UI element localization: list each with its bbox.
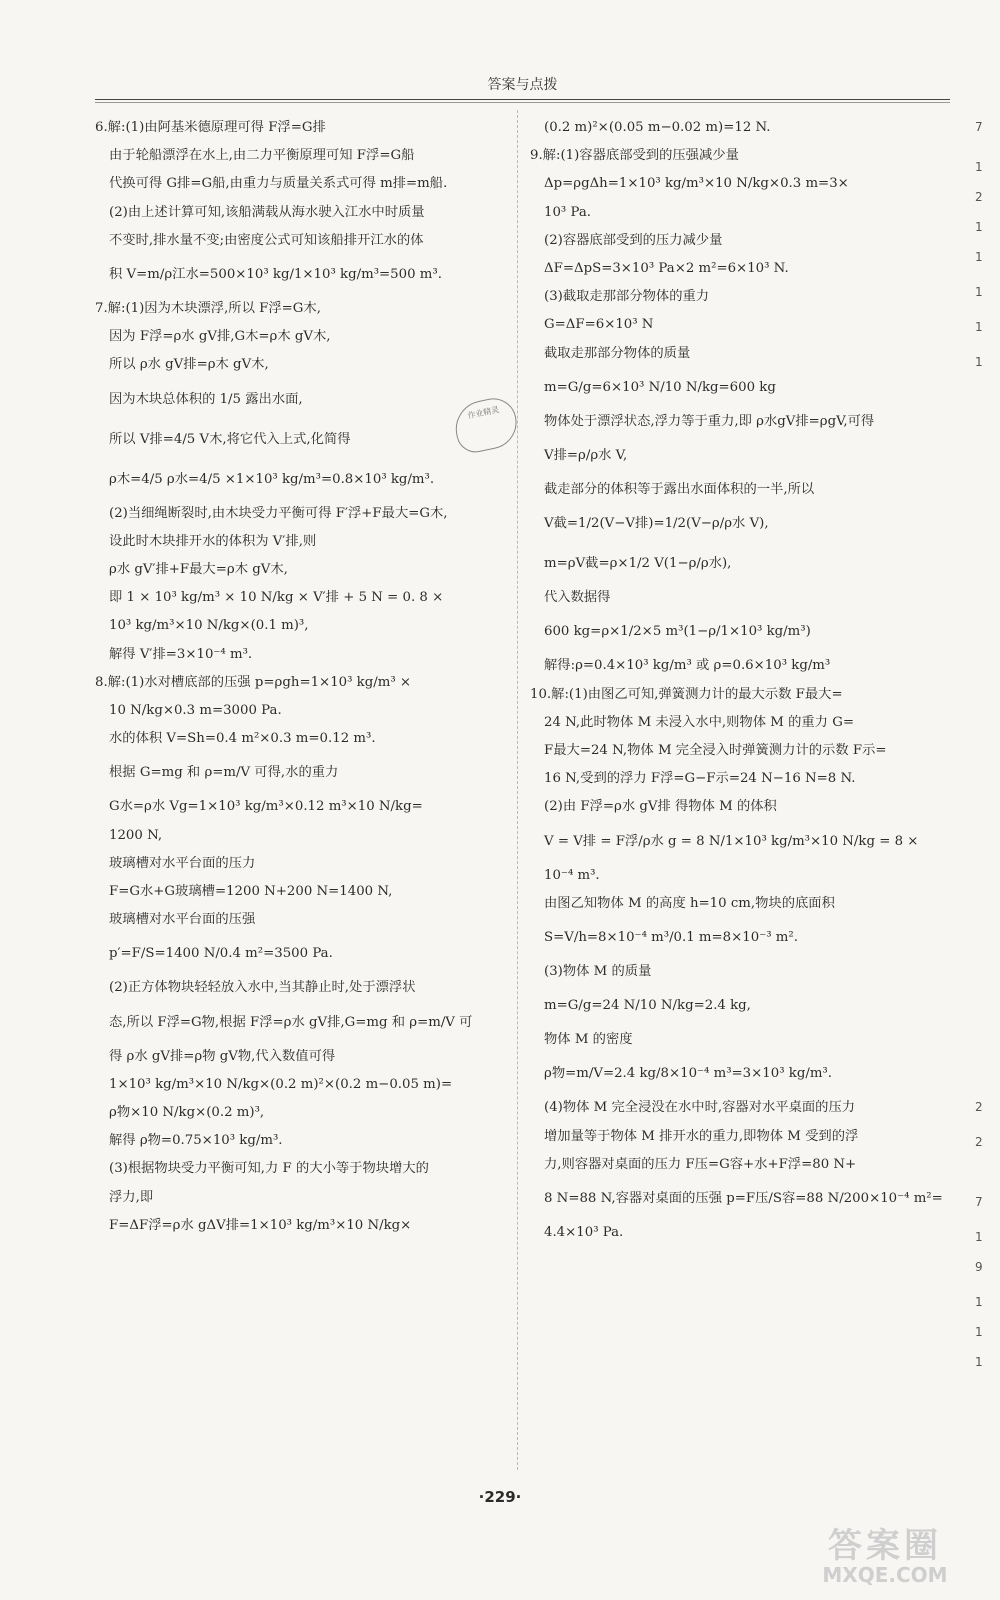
edge-char: 1 [975, 285, 983, 299]
text-line: S=V/h=8×10⁻⁴ m³/0.1 m=8×10⁻³ m². [544, 930, 798, 946]
text-line: p′=F/S=1400 N/0.4 m²=3500 Pa. [109, 946, 333, 962]
text-line: 所以 V排=4/5 V木,将它代入上式,化简得 [109, 431, 351, 447]
text-line: ρ木=4/5 ρ水=4/5 ×1×10³ kg/m³=0.8×10³ kg/m³. [109, 471, 435, 487]
text-line: 不变时,排水量不变;由密度公式可知该船排开江水的体 [109, 232, 424, 248]
text-line: 1200 N, [109, 827, 163, 843]
text-line: F=ΔF浮=ρ水 gΔV排=1×10³ kg/m³×10 N/kg× [109, 1217, 412, 1233]
text-line: ρ物×10 N/kg×(0.2 m)³, [109, 1105, 265, 1121]
watermark-logo [790, 1528, 980, 1590]
text-line: 态,所以 F浮=G物,根据 F浮=ρ水 gV排,G=mg 和 ρ=m/V 可 [109, 1014, 473, 1030]
text-line: F=G水+G玻璃槽=1200 N+200 N=1400 N, [109, 884, 393, 900]
text-line: 所以 ρ水 gV排=ρ木 gV木, [109, 357, 269, 373]
edge-char: 1 [975, 1230, 983, 1244]
edge-char: 1 [975, 355, 983, 369]
edge-char: 1 [975, 320, 983, 334]
text-line: 10³ Pa. [544, 204, 591, 220]
text-line: 解得:ρ=0.4×10³ kg/m³ 或 ρ=0.6×10³ kg/m³ [544, 658, 831, 674]
text-line: 玻璃槽对水平台面的压力 [109, 855, 256, 871]
text-line: 10 N/kg×0.3 m=3000 Pa. [109, 703, 282, 719]
text-line: (2)当细绳断裂时,由木块受力平衡可得 F′浮+F最大=G木, [109, 505, 448, 521]
edge-char: 1 [975, 1325, 983, 1339]
text-line: 水的体积 V=Sh=0.4 m²×0.3 m=0.12 m³. [109, 731, 376, 747]
text-line: 16 N,受到的浮力 F浮=G−F示=24 N−16 N=8 N. [544, 771, 856, 787]
text-line: 物体 M 的密度 [544, 1032, 633, 1048]
text-line: 由图乙知物体 M 的高度 h=10 cm,物块的底面积 [544, 895, 835, 911]
edge-char: 2 [975, 190, 983, 204]
edge-char: 7 [975, 120, 983, 134]
text-line: 由于轮船漂浮在水上,由二力平衡原理可知 F浮=G船 [109, 148, 415, 164]
text-line: 600 kg=ρ×1/2×5 m³(1−ρ/1×10³ kg/m³) [544, 624, 811, 640]
text-line: 截走部分的体积等于露出水面体积的一半,所以 [544, 482, 815, 498]
text-line: 截取走那部分物体的质量 [544, 345, 691, 361]
page-number: ·229· [478, 1488, 522, 1506]
text-line: 解得 V′排=3×10⁻⁴ m³. [109, 646, 253, 662]
text-line: 解得 ρ物=0.75×10³ kg/m³. [109, 1133, 283, 1149]
text-line: V排=ρ/ρ水 V, [544, 448, 628, 464]
text-line: 即 1 × 10³ kg/m³ × 10 N/kg × V′排 + 5 N = 0. 8 × [109, 590, 444, 606]
left-column [95, 114, 505, 1240]
text-line: 设此时木块排开水的体积为 V′排,则 [109, 533, 317, 549]
right-column [530, 114, 950, 1247]
text-line: G=ΔF=6×10³ N [544, 317, 654, 333]
text-line: 力,则容器对桌面的压力 F压=G容+水+F浮=80 N+ [544, 1156, 857, 1172]
column-divider [517, 110, 518, 1470]
text-line: 4.4×10³ Pa. [544, 1225, 624, 1241]
text-line: 得 ρ水 gV排=ρ物 gV物,代入数值可得 [109, 1048, 336, 1064]
text-line: F最大=24 N,物体 M 完全浸入时弹簧测力计的示数 F示= [544, 743, 887, 759]
text-line: (2)由 F浮=ρ水 gV排 得物体 M 的体积 [544, 799, 777, 815]
text-line: G水=ρ水 Vg=1×10³ kg/m³×0.12 m³×10 N/kg= [109, 799, 423, 815]
text-line: 浮力,即 [109, 1189, 154, 1205]
text-line: 24 N,此时物体 M 未浸入水中,则物体 M 的重力 G= [544, 714, 854, 730]
text-line: 1×10³ kg/m³×10 N/kg×(0.2 m)²×(0.2 m−0.05 m)= [109, 1076, 453, 1092]
edge-char: 1 [975, 1355, 983, 1369]
text-line: (3)根据物块受力平衡可知,力 F 的大小等于物块增大的 [109, 1161, 429, 1177]
edge-char: 1 [975, 250, 983, 264]
watermark-cn: 答案圈 [828, 1526, 942, 1566]
text-line: 7.解:(1)因为木块漂浮,所以 F浮=G木, [95, 301, 321, 317]
edge-char: 2 [975, 1100, 983, 1114]
text-line: 代入数据得 [544, 590, 611, 606]
text-line: 根据 G=mg 和 ρ=m/V 可得,水的重力 [109, 765, 339, 781]
text-line: (2)由上述计算可知,该船满载从海水驶入江水中时质量 [109, 204, 425, 220]
text-line: (4)物体 M 完全浸没在水中时,容器对水平桌面的压力 [544, 1100, 856, 1116]
text-line: (3)物体 M 的质量 [544, 964, 652, 980]
text-line: m=G/g=24 N/10 N/kg=2.4 kg, [544, 998, 751, 1014]
edge-char: 1 [975, 220, 983, 234]
text-line: (2)容器底部受到的压力减少量 [544, 232, 723, 248]
text-line: 玻璃槽对水平台面的压强 [109, 912, 256, 928]
edge-char: 1 [975, 1295, 983, 1309]
text-line: ΔF=ΔpS=3×10³ Pa×2 m²=6×10³ N. [544, 261, 789, 277]
watermark-en: MXQE.COM [822, 1563, 948, 1587]
edge-char: 9 [975, 1260, 983, 1274]
edge-char: 7 [975, 1195, 983, 1209]
edge-char: 1 [975, 160, 983, 174]
edge-char: 2 [975, 1135, 983, 1149]
text-line: 物体处于漂浮状态,浮力等于重力,即 ρ水gV排=ρgV,可得 [544, 413, 875, 429]
text-line: 9.解:(1)容器底部受到的压强减少量 [530, 148, 739, 164]
text-line: 8 N=88 N,容器对桌面的压强 p=F压/S容=88 N/200×10⁻⁴ m²= [544, 1191, 943, 1207]
stamp: 作业精灵 [450, 394, 521, 456]
text-line: ρ物=m/V=2.4 kg/8×10⁻⁴ m³=3×10³ kg/m³. [544, 1066, 832, 1082]
text-line: 10³ kg/m³×10 N/kg×(0.1 m)³, [109, 618, 309, 634]
text-line: ρ水 gV′排+F最大=ρ木 gV木, [109, 562, 288, 578]
text-line: 10.解:(1)由图乙可知,弹簧测力计的最大示数 F最大= [530, 686, 843, 702]
text-line: 6.解:(1)由阿基米德原理可得 F浮=G排 [95, 120, 326, 135]
text-line: 10⁻⁴ m³. [544, 867, 600, 883]
text-line: (3)截取走那部分物体的重力 [544, 289, 710, 305]
text-line: m=ρV截=ρ×1/2 V(1−ρ/ρ水), [544, 556, 732, 572]
text-line: (2)正方体物块轻轻放入水中,当其静止时,处于漂浮状 [109, 980, 416, 996]
text-line: V = V排 = F浮/ρ水 g = 8 N/1×10³ kg/m³×10 N/kg = 8 × [544, 833, 919, 849]
page-header: 答案与点拨 [487, 77, 558, 93]
text-line: (0.2 m)²×(0.05 m−0.02 m)=12 N. [544, 120, 771, 135]
text-line: 8.解:(1)水对槽底部的压强 p=ρgh=1×10³ kg/m³ × [95, 674, 412, 690]
text-line: 代换可得 G排=G船,由重力与质量关系式可得 m排=m船. [109, 176, 448, 192]
text-line: 积 V=m/ρ江水=500×10³ kg/1×10³ kg/m³=500 m³. [109, 267, 442, 283]
text-line: 因为 F浮=ρ水 gV排,G木=ρ木 gV木, [109, 329, 331, 345]
text-line: Δp=ρgΔh=1×10³ kg/m³×10 N/kg×0.3 m=3× [544, 176, 849, 192]
text-line: m=G/g=6×10³ N/10 N/kg=600 kg [544, 379, 776, 395]
text-line: V截=1/2(V−V排)=1/2(V−ρ/ρ水 V), [544, 516, 769, 532]
header-rule-thin [95, 102, 950, 103]
header-rule [95, 99, 950, 100]
right-edge-fragment [975, 100, 1000, 1540]
text-line: 增加量等于物体 M 排开水的重力,即物体 M 受到的浮 [544, 1128, 859, 1144]
text-line: 因为木块总体积的 1/5 露出水面, [109, 391, 303, 407]
